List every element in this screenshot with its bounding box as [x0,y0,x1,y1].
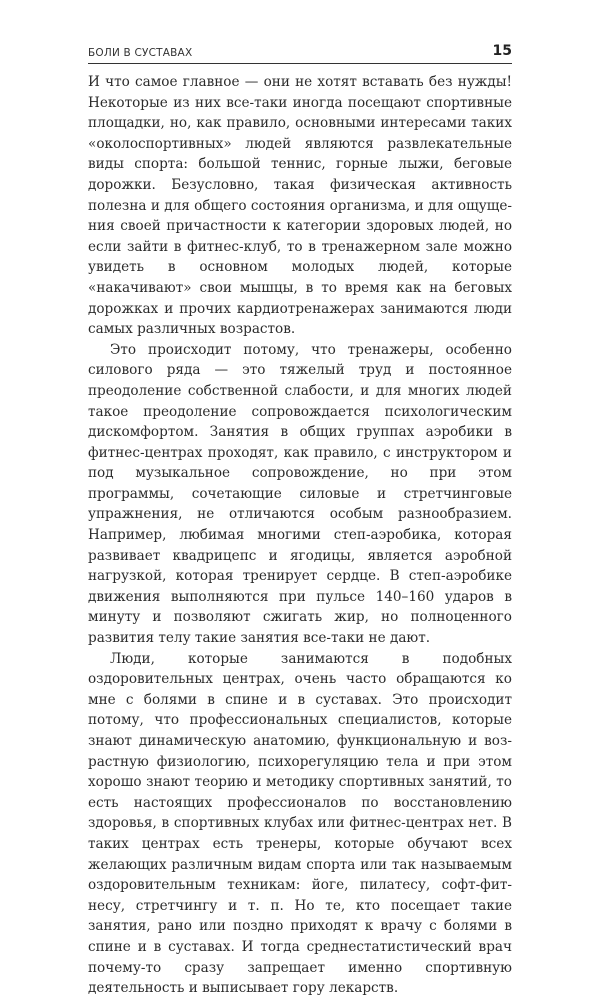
paragraph-1: И что самое главное — они не хотят вставать без нужды! Некоторые из них все-таки иногда посещают спортивные площадки, но, как правило, основными интересами таких «околоспортивных» людей являются развлекательные виды спорта: большой теннис, горные лыжи, беговые дорожки. Безусловно, такая физическая активность полезна и для общего состояния организма, и для ощущения своей причастности к категории здоровых людей, но если зайти в фитнес-клуб, то в тренажерном зале можно увидеть в основном молодых людей, которые «накачивают» свои мышцы, в то время как на беговых дорожках и прочих кардиотренажерах занимаются люди самых различных возрастов. [88,74,512,338]
running-header [88,43,512,64]
paragraph-2: Это происходит потому, что тренажеры, особенно силового ряда — это тяжелый труд и постоянное преодоление собственной слабости, и для многих людей такое преодоление сопровождается психологическим дискомфортом. Занятия в общих группах аэробики в фитнес-центрах проходят, как правило, с инструктором и под музыкальное сопровождение, но при этом программы, сочетающие силовые и стретчинговые упражнения, не отличаются особым разнообразием. Например, любимая многими степ-аэробика, которая развивает квадрицепс и ягодицы, является аэробной нагрузкой, которая тренирует сердце. В степ-аэробике движения выполняются при пульсе 140–160 ударов в минуту и позволяют сжигать жир, но полноценного развития телу такие занятия все-таки не дают. [88,341,512,647]
section-title: БОЛИ В СУСТАВАХ [88,47,193,59]
paragraph-3: Люди, которые занимаются в подобных оздоровительных центрах, очень часто обращаются ко мне с болями в спине и в суставах. Это происходит потому, что профессиональных специалистов, которые знают динамическую анатомию, функциональную и возрастную физиологию, психорегуляцию тела и при этом хорошо знают теорию и методику спортивных занятий, то есть настоящих профессионалов по восстановлению здоровья, в спортивных клубах или фитнес-центрах нет. В таких центрах есть тренеры, которые обучают всех желающих различным видам спорта или так называемым оздоровительным техникам: йоге, пилатесу, софт-фитнесу, стретчингу и т. п. Но те, кто посещает такие занятия, рано или поздно приходят к врачу с болями в спине и в суставах. И тогда среднестатистический врач почему-то сразу запрещает именно спортивную деятельность и выписывает гору лекарств. [88,650,512,997]
page-number: 15 [492,43,512,59]
body-text [88,72,512,999]
